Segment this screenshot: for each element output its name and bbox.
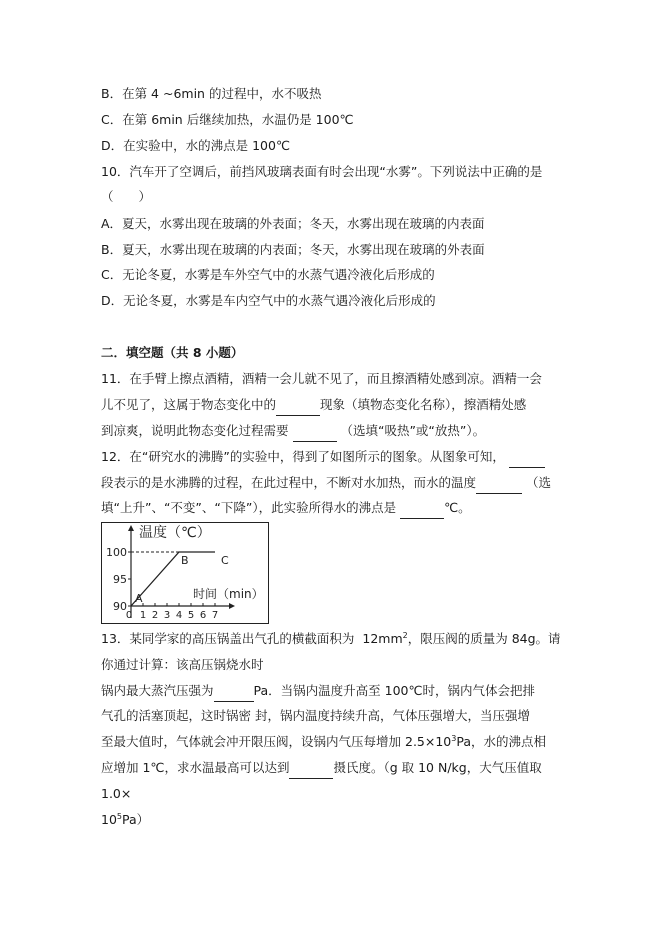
point-label-c: C bbox=[221, 554, 229, 567]
boiling-graph bbox=[101, 522, 269, 624]
q12-blank-2[interactable] bbox=[476, 477, 522, 494]
x-axis-label: 时间（min） bbox=[193, 587, 264, 601]
x-tick-label: 5 bbox=[187, 610, 195, 621]
q13-line8 bbox=[101, 812, 149, 828]
q13-line3-text-b: Pa．当锅内温度升高至 100℃时，锅内气体会把排 bbox=[253, 683, 536, 698]
q13-line4: 气孔的活塞顶起，这时锅密 封，锅内温度持续升高，气体压强增大，当压强增 bbox=[101, 708, 530, 723]
q10-option-c: C．无论冬夏，水雾是车外空气中的水蒸气遇冷液化后形成的 bbox=[101, 267, 435, 282]
x-tick-label: 7 bbox=[211, 610, 219, 621]
q13-line6 bbox=[101, 760, 542, 779]
q9-option-c: C．在第 6min 后继续加热，水温仍是 100℃ bbox=[101, 112, 354, 127]
q13-line3-text-a: 锅内最大蒸汽压强为 bbox=[101, 683, 214, 698]
q11-line2-text-a: 儿不见了，这属于物态变化中的 bbox=[101, 397, 277, 412]
q9-option-b: B．在第 4 ~6min 的过程中，水不吸热 bbox=[101, 86, 322, 101]
x-tick-label: 2 bbox=[151, 610, 159, 621]
q13-line6-text-b: 摄氏度。（g 取 10 N/kg，大气压值取 bbox=[333, 760, 542, 775]
q13-line1 bbox=[101, 631, 561, 647]
q11-line3-text-b: （选填“吸热”或“放热”）。 bbox=[340, 423, 486, 438]
q13-line5-value: 2.5×10 bbox=[405, 734, 452, 749]
q12-line1-text: 12．在“研究水的沸腾”的实验中，得到了如图所示的图象。从图象可知， bbox=[101, 449, 505, 464]
q13-line5-text-c: Pa，水的沸点相 bbox=[456, 734, 546, 749]
x-tick-label: 3 bbox=[163, 610, 171, 621]
q10-paren: （ ） bbox=[101, 189, 152, 204]
q13-line8-text-b: Pa） bbox=[122, 812, 150, 827]
q13-line1-text-c: ，限压阀的质量为 84g。请 bbox=[407, 631, 561, 646]
q10-option-b: B．夏天，水雾出现在玻璃的内表面；冬天，水雾出现在玻璃的外表面 bbox=[101, 242, 485, 257]
point-label-b: B bbox=[181, 554, 189, 567]
q11-blank-1[interactable] bbox=[276, 399, 320, 416]
q13-line8-text-a: 10 bbox=[101, 812, 117, 827]
q11-blank-2[interactable] bbox=[293, 425, 337, 442]
q13-line1-value: 12mm bbox=[362, 631, 403, 646]
x-axis-arrow bbox=[229, 603, 235, 609]
point-label-a: A bbox=[135, 592, 143, 605]
q12-blank-3[interactable] bbox=[400, 502, 444, 519]
q13-line1-text-a: 13．某同学家的高压锅盖出气孔的横截面积为 bbox=[101, 631, 355, 646]
q10-option-a: A．夏天，水雾出现在玻璃的外表面；冬天，水雾出现在玻璃的内表面 bbox=[101, 216, 485, 231]
q13-exp-3: 3 bbox=[451, 734, 457, 743]
q12-line2-text-b: （选 bbox=[526, 475, 552, 490]
x-tick-label: 0 bbox=[125, 610, 133, 621]
q12-line3-text-a: 填“上升”、“不变”、“下降”），此实验所得水的沸点是 bbox=[101, 500, 397, 515]
section-title: 二．填空题（共 8 小题） bbox=[101, 345, 244, 360]
y-tick-label: 95 bbox=[113, 573, 127, 586]
q13-blank-1[interactable] bbox=[214, 685, 254, 702]
q13-line2: 你通过计算：该高压锅烧水时 bbox=[101, 657, 264, 672]
q13-line5-text-a: 至最大值时，气体就会冲开限压阀，设锅内气压每增加 bbox=[101, 734, 402, 749]
q11-line3 bbox=[101, 423, 485, 442]
q12-line2 bbox=[101, 475, 551, 494]
y-tick-label: 100 bbox=[106, 546, 127, 559]
q12-line1 bbox=[101, 449, 545, 468]
q13-line6-text-a: 应增加 1℃，求水温最高可以达到 bbox=[101, 760, 290, 775]
q12-line3 bbox=[101, 500, 471, 519]
q13-exp-5: 5 bbox=[116, 812, 122, 821]
q11-line2 bbox=[101, 397, 526, 416]
y-tick-label: 90 bbox=[113, 600, 127, 613]
q13-line5 bbox=[101, 734, 546, 750]
q13-blank-2[interactable] bbox=[289, 762, 333, 779]
q13-exp-2: 2 bbox=[402, 631, 408, 640]
x-tick-label: 1 bbox=[139, 610, 147, 621]
q12-blank-1[interactable] bbox=[509, 451, 545, 468]
q10-option-d: D．无论冬夏，水雾是车内空气中的水蒸气遇冷液化后形成的 bbox=[101, 293, 436, 308]
q13-line7: 1.0× bbox=[101, 786, 132, 801]
y-axis-label: 温度（℃） bbox=[139, 525, 211, 541]
q13-line3 bbox=[101, 683, 535, 702]
q12-line3-text-b: ℃。 bbox=[444, 500, 471, 515]
q11-line3-text-a: 到凉爽，说明此物态变化过程需要 bbox=[101, 423, 289, 438]
q11-line1: 11．在手臂上擦点酒精，酒精一会儿就不见了，而且擦酒精处感到凉。酒精一会 bbox=[101, 371, 542, 386]
q9-option-d: D．在实验中，水的沸点是 100℃ bbox=[101, 138, 290, 153]
q12-line2-text-a: 段表示的是水沸腾的过程，在此过程中，不断对水加热，而水的温度 bbox=[101, 475, 477, 490]
y-axis-arrow bbox=[128, 525, 134, 531]
q10-stem: 10．汽车开了空调后，前挡风玻璃表面有时会出现“水雾”。下列说法中正确的是 bbox=[101, 164, 543, 179]
x-tick-label: 6 bbox=[199, 610, 207, 621]
x-tick-label: 4 bbox=[175, 610, 183, 621]
q11-line2-text-b: 现象（填物态变化名称），擦酒精处感 bbox=[320, 397, 527, 412]
